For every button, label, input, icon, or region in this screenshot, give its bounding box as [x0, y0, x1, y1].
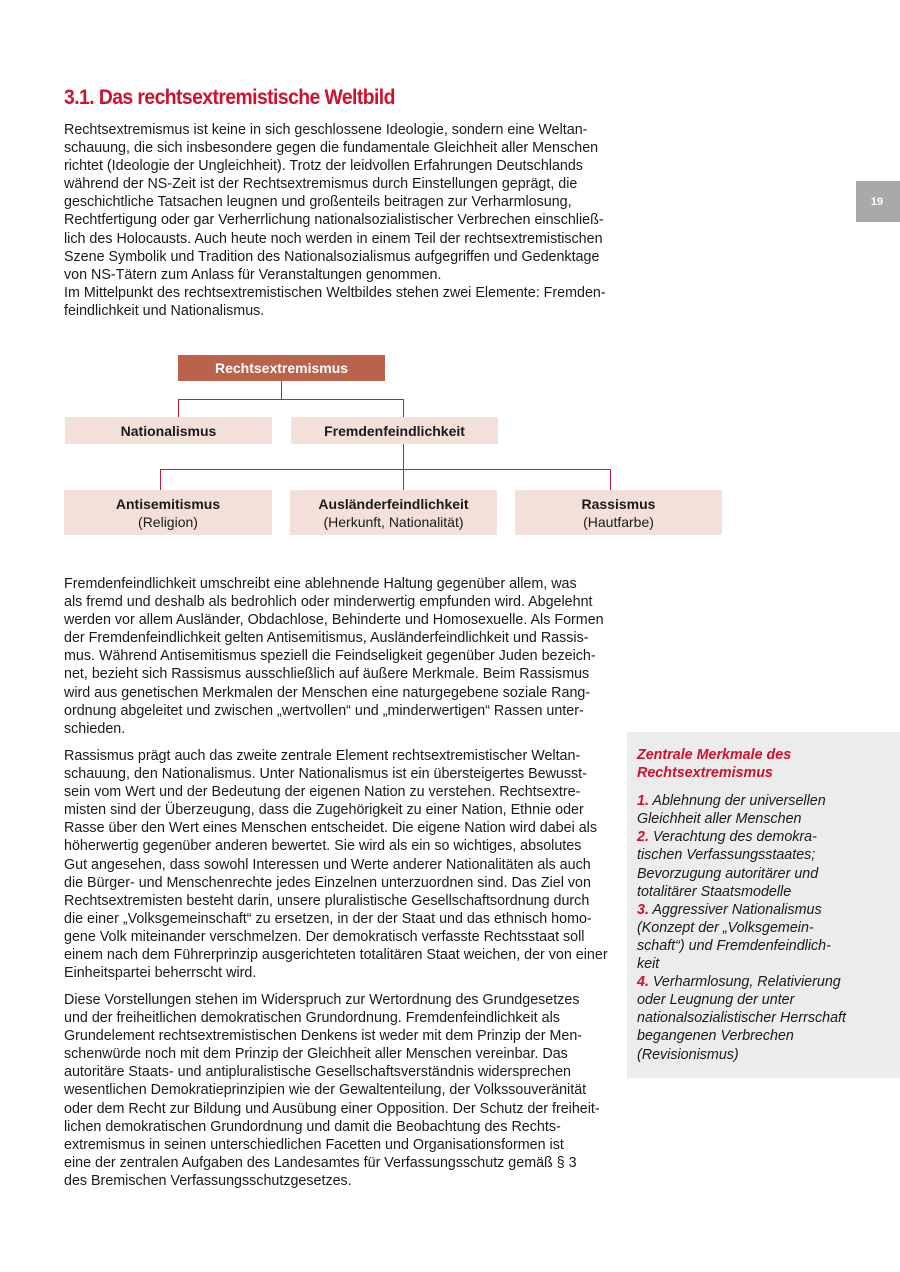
text-line: lichen demokratischen Grundordnung und damit die Beobachtung des Rechts-	[64, 1118, 561, 1135]
connector-line	[281, 381, 282, 399]
node-label: Fremdenfeindlichkeit	[324, 422, 465, 439]
diagram-node-auslaenderfeindlichkeit	[290, 490, 497, 535]
page-number-tab: 19	[856, 181, 900, 222]
title-line: Zentrale Merkmale des	[637, 747, 792, 763]
text-line: sein vom Wert und der Bedeutung der eigenen Nation zu verstehen. Rechtsextre-	[64, 784, 581, 801]
item-text: Verharmlosung, Relativierung	[652, 974, 841, 991]
diagram-node-nationalismus	[65, 417, 272, 444]
item-number: 2.	[637, 829, 649, 846]
node-label: Antisemitismus	[115, 495, 221, 512]
node-label: Ausländerfeindlichkeit	[318, 495, 469, 512]
key-feature-item	[637, 973, 890, 1063]
node-detail: (Hautfarbe)	[583, 513, 654, 530]
text-line: höherwertig gegenüber anderen bewertet. Sie wird als ein so wichtiges, absolutes	[64, 838, 582, 855]
connector-line	[160, 469, 611, 470]
connector-line	[610, 469, 611, 490]
item-text: keit	[637, 956, 660, 973]
text-line: Rasse über den Wert eines Menschen entscheidet. Die eigene Nation wird dabei als	[64, 820, 597, 837]
title-line: Rechtsextremismus	[637, 765, 773, 782]
connector-line	[403, 399, 404, 417]
text-line: net, bezieht sich Rassismus ausschließlich auf äußere Merkmale. Beim Rassismus	[64, 666, 590, 683]
text-line: Gut angesehen, dass sowohl Interessen und Werte anderer Nationalitäten als auch	[64, 856, 591, 873]
item-text: (Revisionismus)	[637, 1046, 739, 1063]
node-label: Rassismus	[581, 495, 656, 512]
text-line: Rechtsextremismus ist keine in sich geschlossene Ideologie, sondern eine Weltan-	[64, 122, 588, 138]
connector-line	[178, 399, 404, 400]
item-text: Gleichheit aller Menschen	[637, 811, 802, 828]
text-line: während der NS-Zeit ist der Rechtsextremismus durch Einstellungen geprägt, die	[64, 176, 578, 193]
text-line: Einheitspartei beherrscht wird.	[64, 965, 257, 982]
diagram-node-antisemitismus	[64, 490, 272, 535]
item-text: nationalsozialistischer Herrschaft	[637, 1010, 846, 1027]
text-line: feindlichkeit und Nationalismus.	[64, 302, 265, 319]
node-detail: (Herkunft, Nationalität)	[323, 513, 464, 530]
item-text: Verachtung des demokra-	[652, 829, 817, 846]
text-line: wesentlichen Demokratieprinzipien wie der Gewaltenteilung, der Volkssouveränität	[64, 1082, 587, 1099]
connector-line	[160, 469, 161, 490]
item-text: schaft“) und Fremdenfeindlich-	[637, 937, 831, 954]
node-label: Nationalismus	[120, 422, 217, 439]
item-number: 3.	[637, 901, 649, 918]
node-detail: (Religion)	[138, 513, 198, 530]
intro-paragraph	[64, 121, 624, 320]
text-line: Rechtsextremisten besteht darin, unsere pluralistische Gesellschaftsordnung durch	[64, 892, 590, 909]
text-line: Diese Vorstellungen stehen im Widerspruch zur Wertordnung des Grundgesetzes	[64, 992, 580, 1008]
text-line: richtet (Ideologie der Ungleichheit). Trotz der leidvollen Erfahrungen Deutschlands	[64, 158, 583, 175]
text-line: als fremd und deshalb als bedrohlich oder minderwertig empfunden wird. Abgelehnt	[64, 594, 593, 611]
text-line: oder dem Recht zur Bildung und Ausübung einer Opposition. Der Schutz der freiheit-	[64, 1100, 600, 1117]
text-line: Im Mittelpunkt des rechtsextremistischen Weltbildes stehen zwei Elemente: Fremden-	[64, 284, 606, 301]
text-line: autoritäre Staats- und antipluralistische Gesellschaftsverständnis widersprechen	[64, 1064, 572, 1081]
text-line: schauung, den Nationalismus. Unter Nationalismus ist ein übersteigertes Bewusst-	[64, 766, 587, 783]
item-text: Aggressiver Nationalismus	[652, 901, 822, 918]
item-number: 4.	[637, 974, 649, 991]
text-line: Szene Symbolik und Tradition des Nationalsozialismus aufgegriffen und Gedenktage	[64, 248, 600, 265]
text-line: des Bremischen Verfassungsschutzgesetzes.	[64, 1172, 352, 1189]
text-line: gene Volk miteinander verschmelzen. Der demokratisch verfasste Rechtsstaat soll	[64, 928, 585, 945]
text-line: die Bürger- und Menschenrechte jedes Einzelnen unterzuordnen sind. Das Ziel von	[64, 874, 591, 891]
text-line: lich des Holocausts. Auch heute noch werden in einem Teil der rechtsextremistischen	[64, 230, 603, 247]
text-line: Rechtfertigung oder gar Verherrlichung nationalsozialistischer Verbrechen einschließ-	[64, 212, 604, 229]
text-line: schieden.	[64, 720, 126, 737]
item-text: tischen Verfassungsstaates;	[637, 847, 816, 864]
text-line: misten sind der Überzeugung, dass die Zugehörigkeit zu einer Nation, Ethnie oder	[64, 802, 584, 819]
text-line: geschichtliche Tatsachen leugnen und großenteils beitragen zur Verharmlosung,	[64, 194, 572, 211]
text-line: mus. Während Antisemitismus speziell die Feindseligkeit gegenüber Juden bezeich-	[64, 648, 596, 665]
text-line: wird aus genetischen Merkmalen der Menschen eine naturgegebene soziale Rang-	[64, 684, 591, 701]
text-line: der Fremdenfeindlichkeit gelten Antisemitismus, Ausländerfeindlichkeit und Rassis-	[64, 630, 589, 647]
connector-line	[403, 444, 404, 490]
item-text: oder Leugnung der unter	[637, 992, 795, 1009]
text-line: ordnung abgeleitet und zwischen „wertvollen“ und „minderwertigen“ Rassen unter-	[64, 702, 584, 719]
text-line: schauung, die sich insbesondere gegen die fundamentale Gleichheit aller Menschen	[64, 140, 599, 157]
text-line: und der freiheitlichen demokratischen Grundordnung. Fremdenfeindlichkeit als	[64, 1010, 560, 1027]
key-feature-item	[637, 828, 890, 900]
text-line: werden vor allem Ausländer, Obdachlose, Behinderte und Homosexuelle. Als Formen	[64, 612, 604, 629]
text-line: eine der zentralen Aufgaben des Landesamtes für Verfassungsschutz gemäß § 3	[64, 1154, 577, 1171]
grundgesetz-paragraph	[64, 991, 624, 1190]
item-text: Ablehnung der universellen	[652, 793, 826, 810]
text-line: schenwürde noch mit dem Prinzip der Gleichheit aller Menschen vereinbar. Das	[64, 1046, 568, 1063]
text-line: Rassismus prägt auch das zweite zentrale Element rechtsextremistischer Weltan-	[64, 748, 581, 764]
text-line: die einer „Volksgemeinschaft“ zu ersetzen, in der der Staat und das ethnisch homo-	[64, 910, 592, 927]
item-number: 1.	[637, 793, 649, 810]
fremdenfeindlichkeit-paragraph	[64, 575, 624, 738]
item-text: Bevorzugung autoritärer und	[637, 865, 819, 882]
nationalismus-paragraph	[64, 747, 624, 982]
section-title: 3.1. Das rechtsextremistische Weltbild	[64, 86, 395, 109]
key-feature-item	[637, 792, 890, 828]
diagram-root-node: Rechtsextremismus	[178, 355, 385, 381]
text-line: extremismus in seinen unterschiedlichen Facetten und Organisationsformen ist	[64, 1136, 564, 1153]
connector-line	[178, 399, 179, 417]
text-line: Grundelement rechtsextremistischen Denkens ist weder mit dem Prinzip der Men-	[64, 1028, 583, 1045]
item-text: (Konzept der „Volksgemein-	[637, 919, 814, 936]
item-text: begangenen Verbrechen	[637, 1028, 794, 1045]
text-line: von NS-Tätern zum Anlass für Veranstaltungen genommen.	[64, 266, 442, 283]
key-features-title	[637, 746, 890, 782]
key-feature-item	[637, 901, 890, 973]
diagram-node-rassismus	[515, 490, 722, 535]
diagram-node-fremdenfeindlichkeit	[291, 417, 498, 444]
item-text: totalitärer Staatsmodelle	[637, 883, 792, 900]
key-features-box	[627, 732, 900, 1078]
text-line: einem nach dem Führerprinzip ausgerichteten totalitären Staat weichen, der von einer	[64, 947, 608, 964]
text-line: Fremdenfeindlichkeit umschreibt eine ablehnende Haltung gegenüber allem, was	[64, 576, 577, 592]
